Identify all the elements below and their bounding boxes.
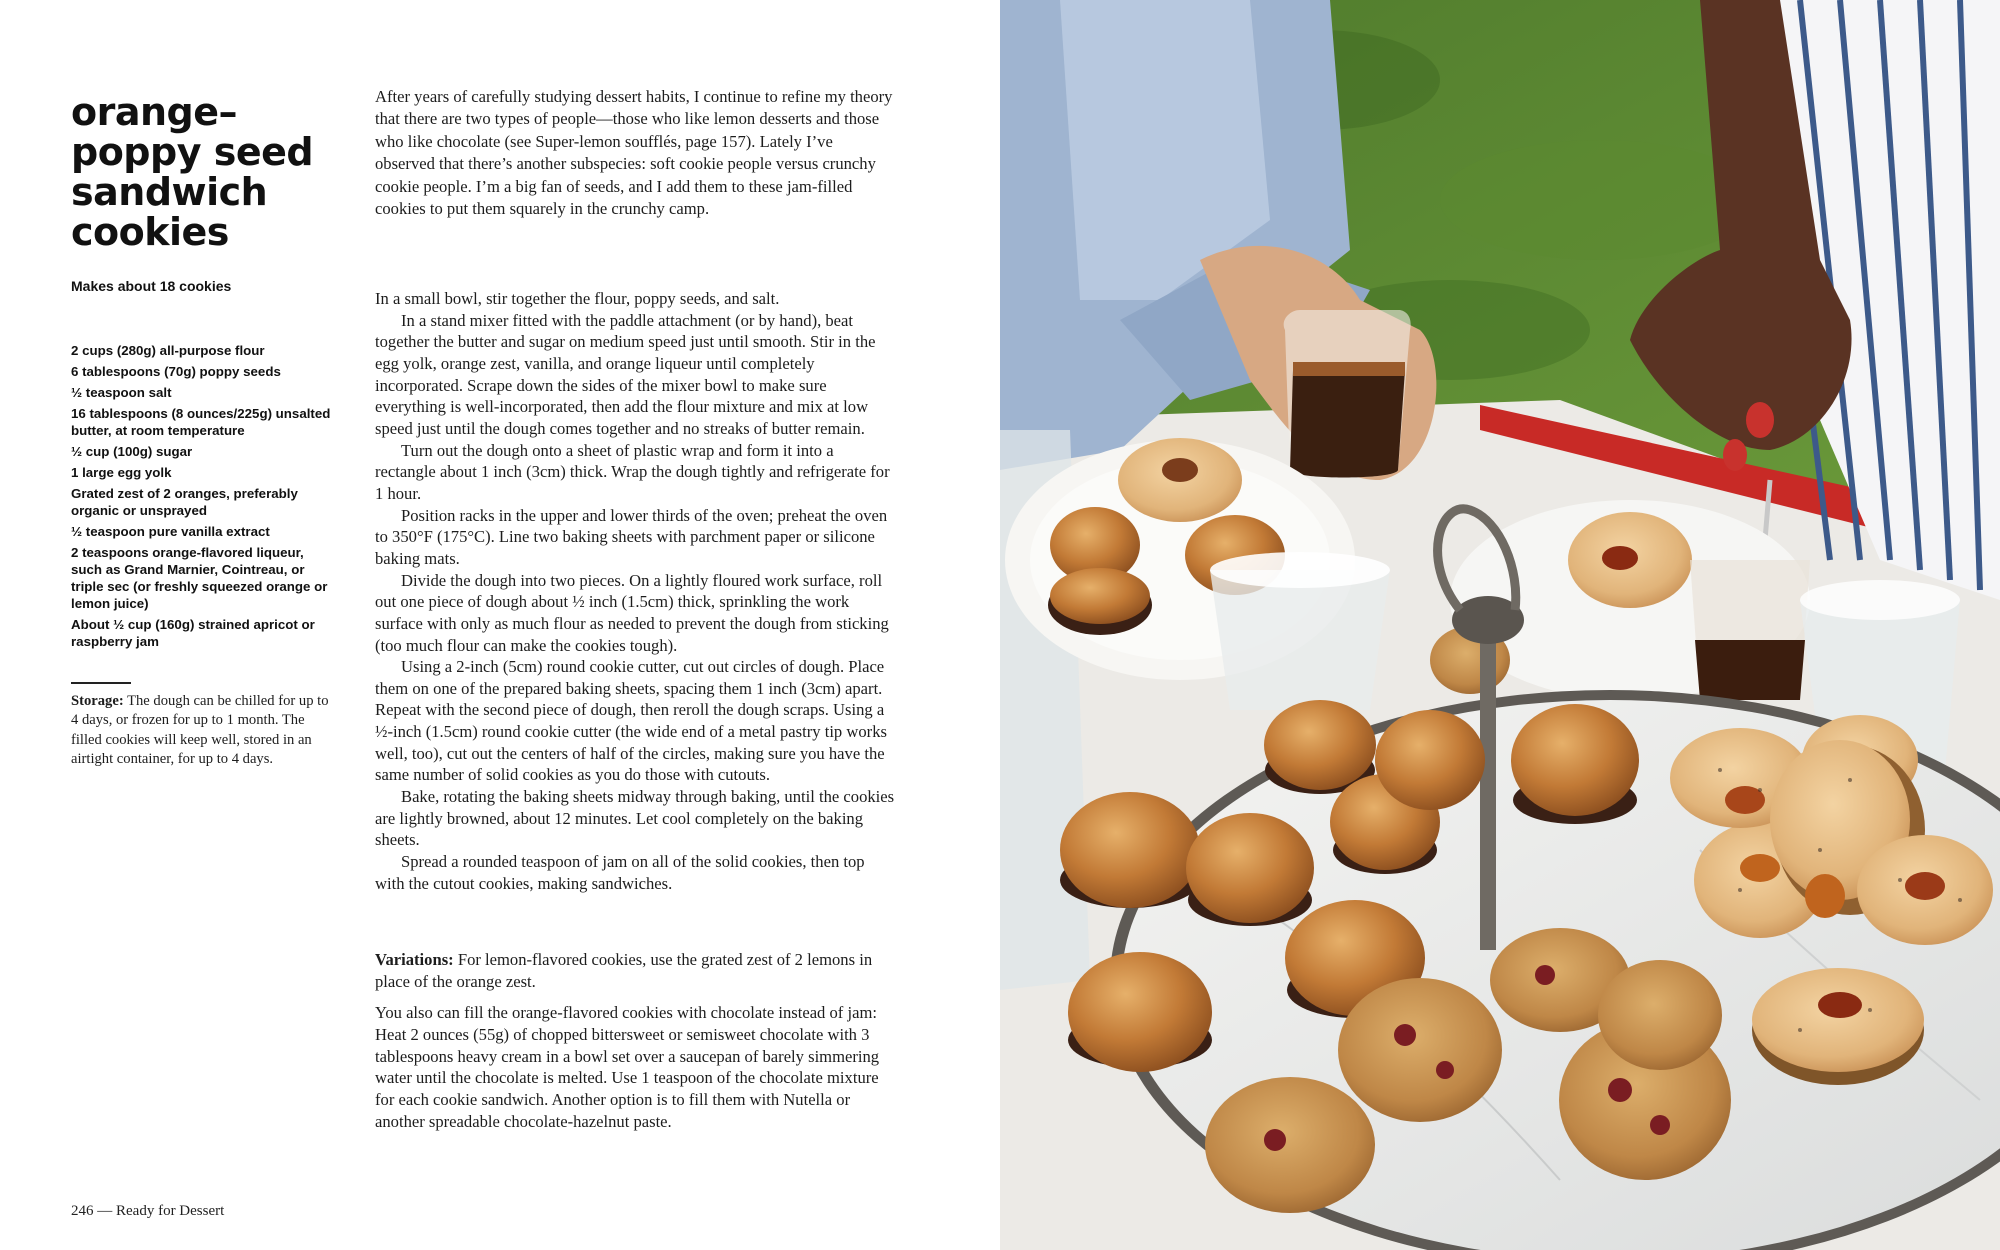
title-line: poppy seed [71,130,314,174]
method-step: In a stand mixer fitted with the paddle attachment (or by hand), beat together the butter and sugar on medium speed just until smooth. Stir in the egg yolk, orange zest, vanilla, and orange liqueur until completely incorporated. Scrape down the sides of the mixer bowl to make sure everything is well-incorporated, then add the flour mixture and mix at low speed just until the dough comes together and no streaks of butter remain. [375,310,876,438]
title-line: sandwich [71,170,268,214]
storage-label: Storage: [71,693,124,709]
page-footer: 246 — Ready for Dessert [71,1203,225,1219]
recipe-title [71,92,351,252]
method-steps [375,288,895,894]
variations-text: For lemon-flavored cookies, use the grated zest of 2 lemons in place of the orange zest. [375,950,873,991]
ingredient-item: About ½ cup (160g) strained apricot or raspberry jam [71,617,315,649]
method-step: Position racks in the upper and lower thirds of the oven; preheat the oven to 350°F (175°C). Line two baking sheets with parchment paper or silicone baking mats. [375,505,888,568]
recipe-intro: After years of carefully studying dessert habits, I continue to refine my theory that there are two types of people—those who like lemon desserts and those who like chocolate (see Super-lemon soufflés, page 157). Lately I’ve observed that there’s another subspecies: soft cookie people versus crunchy cookie people. I’m a big fan of seeds, and I add them to these jam-filled cookies to put them squarely in the crunchy camp. [375,87,893,219]
method-step: In a small bowl, stir together the flour, poppy seeds, and salt. [375,289,780,308]
storage-text: The dough can be chilled for up to 4 days, or frozen for up to 1 month. The filled cookies will keep well, stored in an airtight container, for up to 4 days. [71,693,329,767]
method-step: Using a 2-inch (5cm) round cookie cutter, cut out circles of dough. Place them on one of the prepared baking sheets, spacing them 1 inch (3cm) apart. Repeat with the second piece of dough, then reroll the dough scraps. Using a ½-inch (1.5cm) round cookie cutter (the wide end of a metal pastry tip works well, too), cut out the centers of half of the circles, making sure you have the same number of solid cookies as you do those with cutouts. [375,657,887,785]
storage-note [71,692,333,769]
ingredient-item: Grated zest of 2 oranges, preferably organic or unsprayed [71,486,298,518]
ingredient-item: 16 tablespoons (8 ounces/225g) unsalted butter, at room temperature [71,406,331,438]
title-line: cookies [71,210,229,254]
method-step: Spread a rounded teaspoon of jam on all of the solid cookies, then top with the cutout cookies, making sandwiches. [375,852,865,893]
chocolate-option: You also can fill the orange-flavored cookies with chocolate instead of jam: Heat 2 ounces (55g) of chopped bittersweet or semisweet chocolate with 3 tablespoons heavy cream in a bowl set over a saucepan of barely simmering water until the chocolate is melted. Use 1 teaspoon of the chocolate mixture for each cookie sandwich. Another option is to fill them with Nutella or another spreadable chocolate-hazelnut paste. [375,1003,880,1131]
method-step: Bake, rotating the baking sheets midway through baking, until the cookies are lightly browned, about 12 minutes. Let cool completely on the baking sheets. [375,787,895,850]
variations-note [375,949,895,992]
divider [71,682,131,684]
ingredient-item: 1 large egg yolk [71,465,172,480]
ingredient-item: 2 teaspoons orange-flavored liqueur, such as Grand Marnier, Cointreau, or triple sec (or freshly squeezed orange or lemon juice) [71,545,328,611]
ingredient-item: ½ teaspoon salt [71,385,172,400]
variations-section [375,949,895,1142]
method-step: Divide the dough into two pieces. On a lightly floured work surface, roll out one piece of dough about ½ inch (1.5cm) thick, sprinkling the work surface with only as much flour as needed to prevent the dough from sticking (too much flour can make the cookies tough). [375,570,889,655]
method-step: Turn out the dough onto a sheet of plastic wrap and form it into a rectangle about 1 inch (3cm) thick. Wrap the dough tightly and refrigerate for 1 hour. [375,440,890,503]
ingredient-item: 2 cups (280g) all-purpose flour [71,343,265,358]
ingredient-item: 6 tablespoons (70g) poppy seeds [71,364,281,379]
recipe-yield: Makes about 18 cookies [71,278,232,294]
ingredient-list [71,342,333,654]
variations-label: Variations: [375,950,454,969]
ingredient-item: ½ cup (100g) sugar [71,444,193,459]
title-line: orange– [71,90,238,134]
dessert-table-photo-icon [1000,0,2000,1250]
ingredient-item: ½ teaspoon pure vanilla extract [71,524,270,539]
